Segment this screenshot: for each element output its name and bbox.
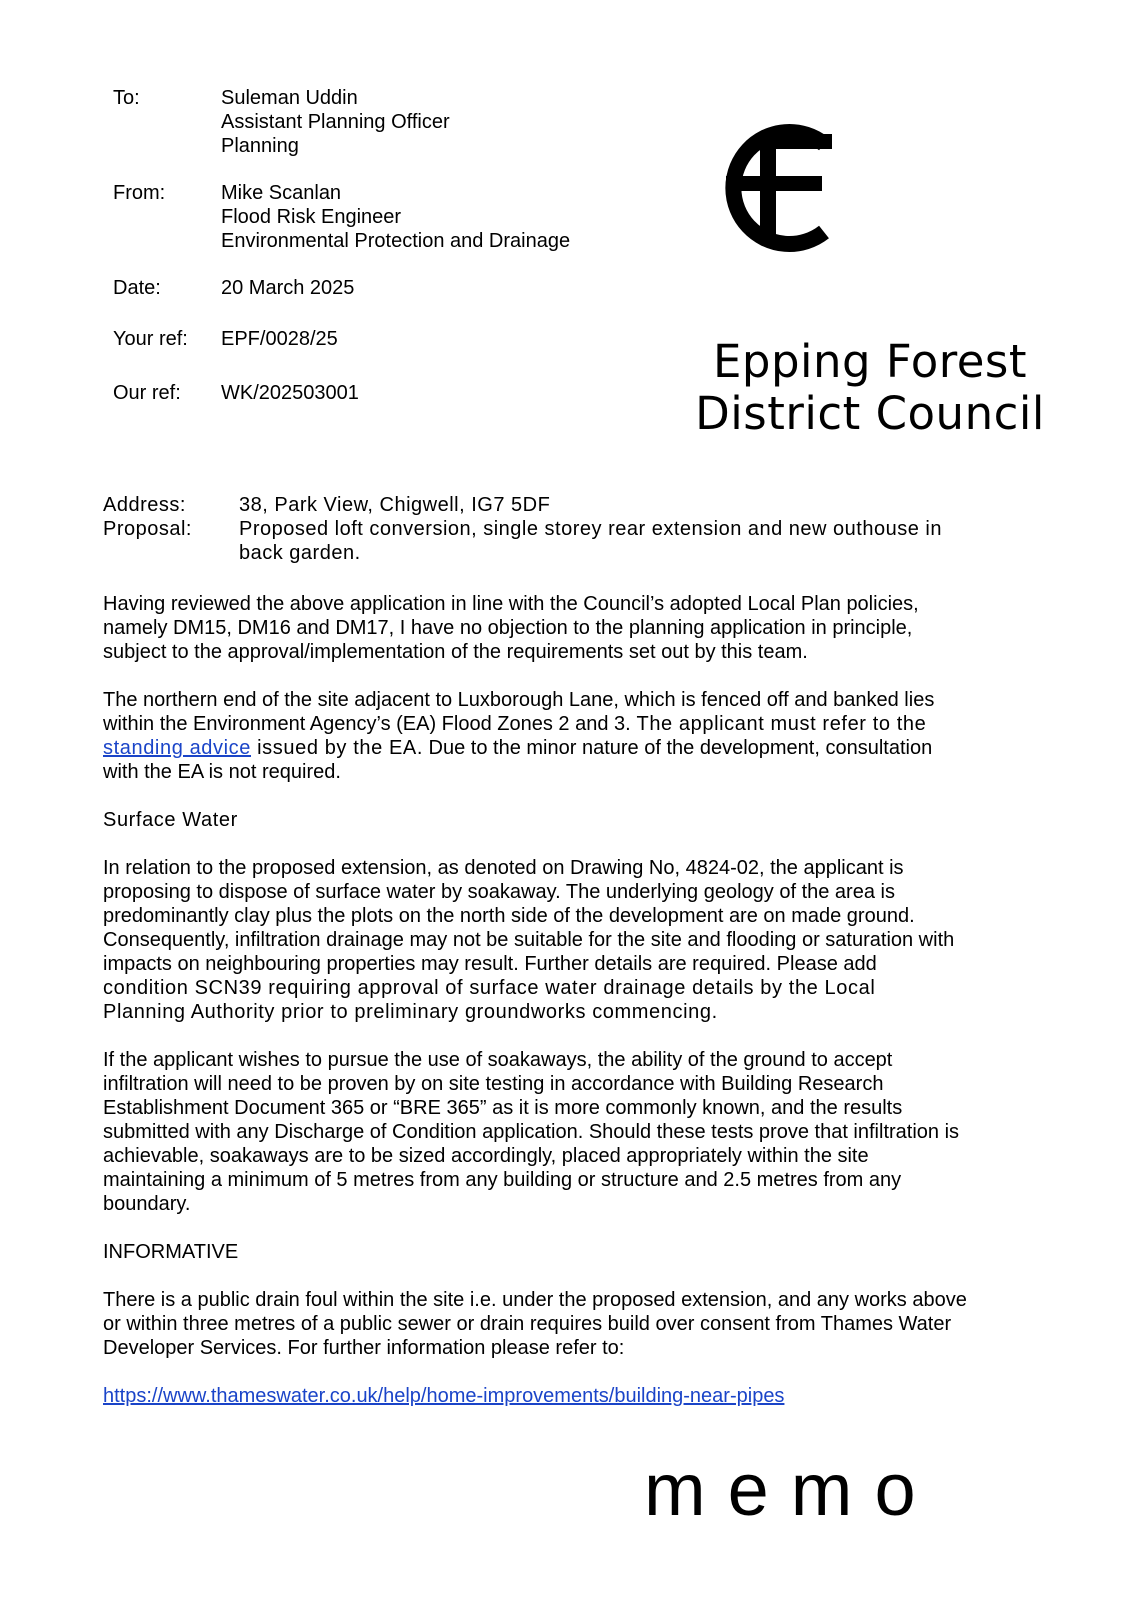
proposal-line: Proposed loft conversion, single storey rear extension and new outhouse in: [239, 518, 942, 540]
to-label: To:: [113, 87, 140, 109]
our-ref-row: [113, 381, 633, 405]
paragraph-no-objection: Having reviewed the above application in line with the Council’s adopted Local Plan policies, namely DM15, DM16 and DM17, I have no objection to the planning application in principle, subject to the approval/implementation of the requirements set out by this team.: [103, 593, 919, 663]
from-label: From:: [113, 182, 166, 204]
date-label: Date:: [113, 277, 161, 299]
from-name: Mike Scanlan: [221, 182, 342, 204]
address-value: 38, Park View, Chigwell, IG7 5DF: [239, 494, 551, 516]
proposal-line: back garden.: [239, 542, 361, 564]
from-title: Flood Risk Engineer: [221, 206, 402, 228]
council-logo-icon: [718, 120, 834, 256]
proposal-value: [239, 517, 942, 565]
address-label: Address:: [103, 494, 186, 516]
proposal-label: Proposal:: [103, 518, 192, 540]
from-value: [221, 181, 570, 253]
surface-water-heading: Surface Water: [103, 809, 238, 831]
thames-water-link-paragraph: [103, 1384, 1038, 1408]
site-details: [103, 493, 1023, 565]
your-ref-row: [113, 327, 633, 351]
paragraph-surface-water: In relation to the proposed extension, as denoted on Drawing No, 4824-02, the applicant is proposing to dispose of surface water by soakaway. The underlying geology of the area is predominantly clay plus the plots on the north side of the development are on made ground. Consequently, infiltration drainage may not be suitable for the site and flooding or saturation with impacts on neighbouring properties may result. Further details are required. Please add condition SCN39 requiring approval of surface water drainage details by the Local Planning Authority prior to preliminary groundworks commencing.: [103, 857, 955, 1023]
to-row: [113, 86, 633, 158]
date-row: [113, 276, 633, 300]
proposal-row: [103, 517, 1023, 565]
paragraph-soakaways: If the applicant wishes to pursue the use of soakaways, the ability of the ground to accept infiltration will need to be proven by on site testing in accordance with Building Research Establishment Document 365 or “BRE 365” as it is more commonly known, and the results submitted with any Discharge of Condition application. Should these tests prove that infiltration is achievable, soakaways are to be sized accordingly, placed appropriately within the site maintaining a minimum of 5 metres from any building or structure and 2.5 metres from any boundary.: [103, 1049, 960, 1215]
standing-advice-link[interactable]: standing advice: [103, 737, 251, 759]
address-row: [103, 493, 1023, 517]
from-department: Environmental Protection and Drainage: [221, 230, 571, 252]
our-ref-value: WK/202503001: [221, 382, 359, 404]
thames-water-link[interactable]: https://www.thameswater.co.uk/help/home-improvements/building-near-pipes: [103, 1385, 785, 1407]
our-ref-label: Our ref:: [113, 382, 181, 404]
to-name: Suleman Uddin: [221, 87, 358, 109]
date-value: 20 March 2025: [221, 277, 355, 299]
to-department: Planning: [221, 135, 299, 157]
to-title: Assistant Planning Officer: [221, 111, 450, 133]
from-row: [113, 181, 633, 253]
paragraph-informative: There is a public drain foul within the site i.e. under the proposed extension, and any works above or within three metres of a public sewer or drain requires build over consent from Thames Water Developer Services. For further information please refer to:: [103, 1289, 967, 1359]
council-name: [690, 336, 1050, 440]
council-name-line-1: Epping Forest: [712, 335, 1028, 388]
to-value: [221, 86, 450, 158]
memo-body: [103, 592, 1038, 1432]
council-name-line-2: District Council: [695, 387, 1045, 440]
memo-wordmark: memo: [644, 1448, 938, 1531]
your-ref-value: EPF/0028/25: [221, 328, 338, 350]
memo-header: [113, 86, 633, 405]
informative-heading: INFORMATIVE: [103, 1241, 239, 1263]
paragraph-flood-zones: The northern end of the site adjacent to Luxborough Lane, which is fenced off and banked lies within the Environment Agency’s (EA) Flood Zones 2 and 3. The applicant must refer to the standing advice issued by the EA. Due to the minor nature of the development, consultation with the EA is not required.: [103, 689, 935, 783]
your-ref-label: Your ref:: [113, 328, 188, 350]
